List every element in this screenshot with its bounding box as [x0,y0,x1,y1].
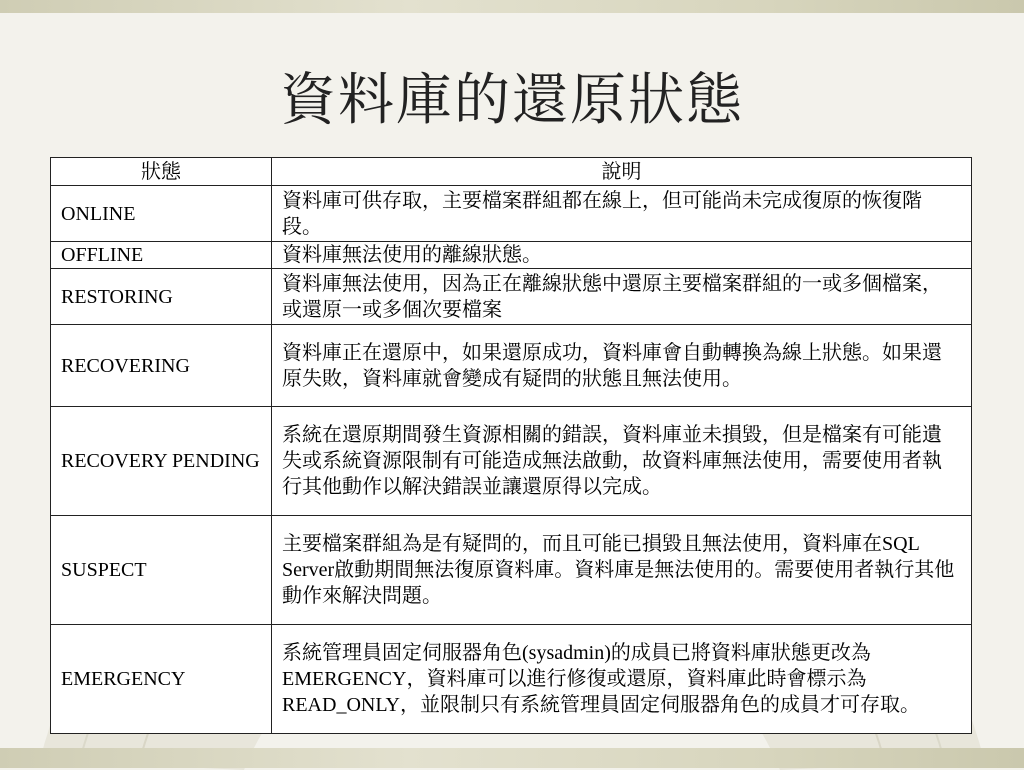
table-row [51,269,972,325]
table-row [51,516,972,625]
table-row [51,186,972,242]
description-cell: 系統在還原期間發生資源相關的錯誤，資料庫並未損毀，但是檔案有可能遺失或系統資源限制有可能造成無法啟動，故資料庫無法使用，需要使用者執行其他動作以解決錯誤並讓還原得以完成。 [272,407,972,516]
state-cell: EMERGENCY [51,625,272,734]
table-row [51,407,972,516]
table-row [51,325,972,407]
state-cell: RECOVERING [51,325,272,407]
top-decorative-band [0,0,1024,13]
description-cell: 資料庫無法使用，因為正在離線狀態中還原主要檔案群組的一或多個檔案，或還原一或多個次要檔案 [272,269,972,325]
description-cell: 主要檔案群組為是有疑問的，而且可能已損毀且無法使用，資料庫在SQL Server啟動期間無法復原資料庫。資料庫是無法使用的。需要使用者執行其他動作來解決問題。 [272,516,972,625]
state-cell: OFFLINE [51,242,272,269]
description-cell: 資料庫正在還原中，如果還原成功，資料庫會自動轉換為線上狀態。如果還原失敗，資料庫就會變成有疑問的狀態且無法使用。 [272,325,972,407]
bottom-decorative-band [0,748,1024,768]
column-header-state: 狀態 [51,158,272,186]
table-row [51,242,972,269]
table-row [51,625,972,734]
state-cell: RECOVERY PENDING [51,407,272,516]
state-cell: SUSPECT [51,516,272,625]
table-header-row [51,158,972,186]
state-cell: ONLINE [51,186,272,242]
description-cell: 資料庫無法使用的離線狀態。 [272,242,972,269]
state-cell: RESTORING [51,269,272,325]
status-table [50,157,972,734]
description-cell: 資料庫可供存取，主要檔案群組都在線上，但可能尚未完成復原的恢復階段。 [272,186,972,242]
column-header-description: 說明 [272,158,972,186]
description-cell: 系統管理員固定伺服器角色(sysadmin)的成員已將資料庫狀態更改為EMERGENCY，資料庫可以進行修復或還原，資料庫此時會標示為READ_ONLY，並限制只有系統管理員固定伺服器角色的成員才可存取。 [272,625,972,734]
slide-title: 資料庫的還原狀態 [280,70,744,132]
